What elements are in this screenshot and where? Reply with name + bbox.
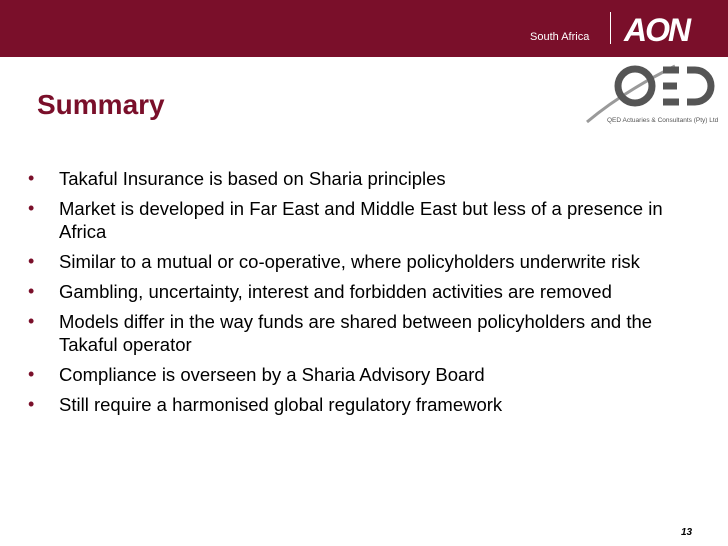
header-divider (610, 12, 611, 44)
bullet-text: Gambling, uncertainty, interest and forbidden activities are removed (59, 281, 612, 302)
bullet-list (28, 167, 678, 423)
bullet-item (28, 363, 678, 386)
bullet-dot: • (28, 281, 35, 301)
slide-title: Summary (37, 89, 165, 120)
bullet-text: Market is developed in Far East and Middle East but less of a presence in Africa (59, 198, 663, 242)
bullet-dot: • (28, 168, 35, 188)
header-bar (0, 0, 728, 57)
bullet-item (28, 167, 678, 190)
bullet-dot: • (28, 251, 35, 271)
bullet-item (28, 393, 678, 416)
bullet-text: Similar to a mutual or co-operative, where policyholders underwrite risk (59, 251, 640, 272)
bullet-dot: • (28, 394, 35, 414)
aon-logo: AON (624, 12, 690, 48)
bullet-text: Still require a harmonised global regulatory framework (59, 394, 503, 415)
bullet-item (28, 310, 678, 356)
bullet-item (28, 250, 678, 273)
qed-letter-e (663, 70, 679, 102)
bullet-text: Compliance is overseen by a Sharia Advisory Board (59, 364, 485, 385)
bullet-text: Models differ in the way funds are shared between policyholders and the Takaful operator (59, 311, 653, 355)
bullet-text: Takaful Insurance is based on Sharia principles (59, 168, 446, 189)
qed-letter-q (618, 69, 652, 103)
bullet-dot: • (28, 311, 35, 331)
qed-swoosh (587, 66, 675, 122)
page-number: 13 (681, 527, 693, 538)
qed-logo (583, 60, 719, 128)
bullet-item (28, 280, 678, 303)
qed-letter-d (687, 70, 711, 102)
bullet-dot: • (28, 198, 35, 218)
bullet-dot: • (28, 364, 35, 384)
bullet-item (28, 197, 678, 243)
region-label: South Africa (530, 31, 590, 43)
qed-caption: QED Actuaries & Consultants (Pty) Ltd (607, 117, 719, 124)
